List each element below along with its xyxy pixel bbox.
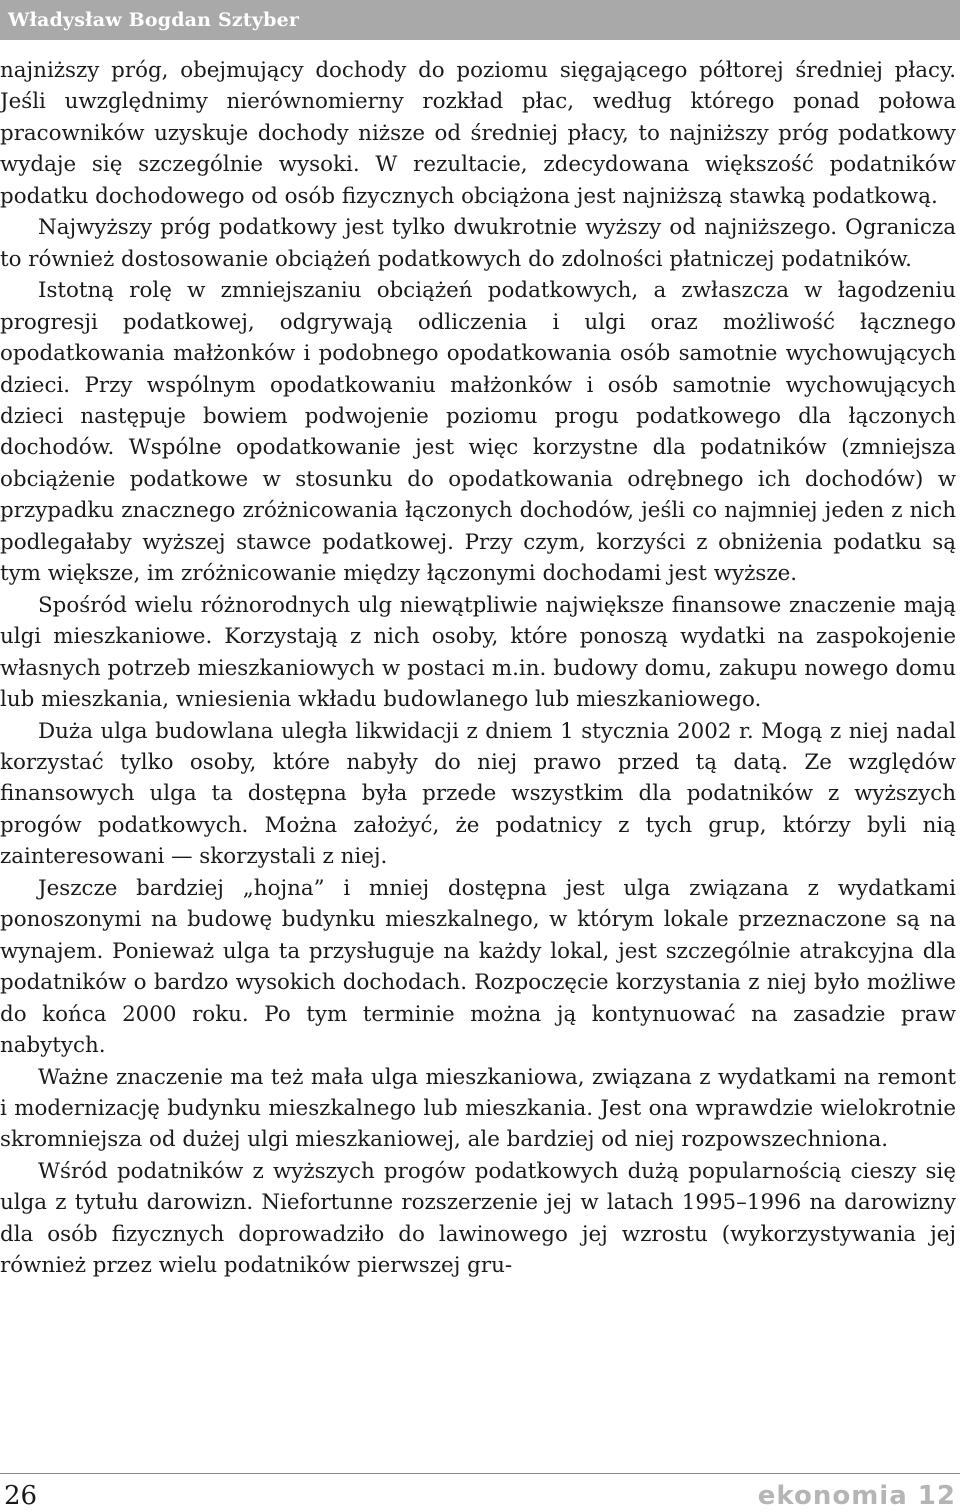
running-header	[0, 0, 960, 40]
paragraph: Wśród podatników z wyższych progów podatkowych dużą popularnością cieszy się ulga z tytułu darowizn. Niefortunne rozszerzenie jej w latach 1995–1996 na darowizny dla osób fizycznych doprowadziło do lawinowego jej wzrostu (wykorzystywania jej również przez wielu podatników pierwszej gru-	[0, 1158, 956, 1279]
paragraph: najniższy próg, obejmujący dochody do poziomu sięgającego półtorej średniej płacy. Jeśli uwzględnimy nierównomierny rozkład płac, według którego ponad połowa pracowników uzyskuje dochody niższe od średniej płacy, to najniższy próg podatkowy wydaje się szczególnie wysoki. W rezultacie, zdecydowana większość podatników podatku dochodowego od osób fizycznych obciążona jest najniższą stawką podatkową.	[0, 58, 956, 209]
article-body	[0, 55, 956, 1282]
paragraph: Duża ulga budowlana uległa likwidacji z dniem 1 stycznia 2002 r. Mogą z niej nadal korzystać tylko osoby, które nabyły do niej prawo przed tą datą. Ze względów finansowych ulga ta dostępna była przede wszystkim dla podatników z wyższych progów podatkowych. Można założyć, że podatnicy z tych grup, którzy byli nią zainteresowani — skorzystali z niej.	[0, 718, 956, 870]
footer-divider	[0, 1473, 960, 1474]
page-number: 26	[4, 1481, 38, 1511]
paragraph: Najwyższy próg podatkowy jest tylko dwukrotnie wyższy od najniższego. Ogranicza to również dostosowanie obciążeń podatkowych do zdolności płatniczej podatników.	[0, 215, 956, 272]
journal-name: ekonomia 12	[757, 1481, 956, 1511]
running-header-author: Władysław Bogdan Sztyber	[8, 9, 300, 31]
paragraph: Ważne znaczenie ma też mała ulga mieszkaniowa, związana z wydatkami na remont i modernizację budynku mieszkalnego lub mieszkania. Jest ona wprawdzie wielokrotnie skromniejsza od dużej ulgi mieszkaniowej, ale bardziej od niej rozpowszechniona.	[0, 1064, 956, 1153]
paragraph: Jeszcze bardziej „hojna” i mniej dostępna jest ulga związana z wydatkami ponoszonymi na budowę budynku mieszkalnego, w którym lokale przeznaczone są na wynajem. Ponieważ ulga ta przysługuje na każdy lokal, jest szczególnie atrakcyjna dla podatników o bardzo wysokich dochodach. Rozpoczęcie korzystania z niej było możliwe do końca 2000 roku. Po tym terminie można ją kontynuować na zasadzie praw nabytych.	[0, 875, 956, 1059]
paragraph: Istotną rolę w zmniejszaniu obciążeń podatkowych, a zwłaszcza w łagodzeniu progresji podatkowej, odgrywają odliczenia i ulgi oraz możliwość łącznego opodatkowania małżonków i podobnego opodatkowania osób samotnie wychowujących dzieci. Przy wspólnym opodatkowaniu małżonków i osób samotnie wychowujących dzieci następuje bowiem podwojenie poziomu progu podatkowego dla łączonych dochodów. Wspólne opodatkowanie jest więc korzystne dla podatników (zmniejsza obciążenie podatkowe w stosunku do opodatkowania odrębnego ich dochodów) w przypadku znacznego zróżnicowania łączonych dochodów, jeśli co najmniej jeden z nich podlegałaby wyższej stawce podatkowej. Przy czym, korzyści z obniżenia podatku są tym większe, im zróżnicowanie między łączonymi dochodami jest wyższe.	[0, 278, 956, 587]
paragraph: Spośród wielu różnorodnych ulg niewątpliwie największe finansowe znaczenie mają ulgi mieszkaniowe. Korzystają z nich osoby, które ponoszą wydatki na zaspokojenie własnych potrzeb mieszkaniowych w postaci m.in. budowy domu, zakupu nowego domu lub mieszkania, wniesienia wkładu budowlanego lub mieszkaniowego.	[0, 592, 956, 713]
